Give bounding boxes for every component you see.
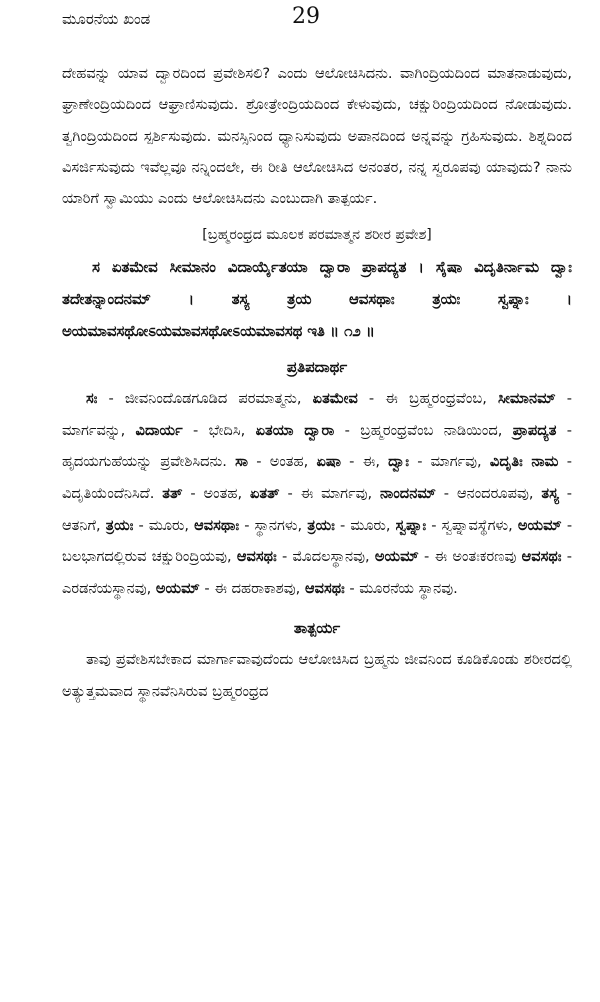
glossary-meaning: ಬಲಭಾಗದಲ್ಲಿರುವ ಚಕ್ಷುರಿಂದ್ರಿಯವು, [62,548,232,566]
glossary-term: ಸಃ [86,390,98,408]
glossary-term: ಆವಸಥಃ [236,548,277,566]
glossary-term: ಆವಸಥಃ [521,548,562,566]
glossary-meaning: ಅಂತಹ, [203,485,243,503]
glossary-term: ಸಾ [235,453,249,471]
glossary-term: ಏತಯಾ ದ್ವಾರಾ [255,421,335,439]
sanskrit-verse: ಸ ಏತಮೇವ ಸೀಮಾನಂ ವಿದಾರ್ಯೈತಯಾ ದ್ವಾರಾ ಪ್ರಾಪದ್ಯತ । ಸೈಷಾ ವಿದೃತಿರ್ನಾಮ ದ್ವಾಃ ತದೇತನ್ನಾಂದನಮ್ । ತಸ್ಯ ತ್ರಯ ಆವಸಥಾಃ ತ್ರಯಃ ಸ್ವಪ್ನಾಃ । ಅಯಮಾವಸಥೋಽಯಮಾವಸಥೋಽಯಮಾವಸಥ ಇತಿ ॥ ೧೨ ॥ [62,259,572,340]
glossary-meaning: ಈ ಬ್ರಹ್ಮರಂಧ್ರವೆಂಬ, [385,390,487,408]
glossary-term: ಆವಸಥಾಃ [194,516,240,534]
glossary-meaning: ಮಾರ್ಗವನ್ನು, [62,421,126,439]
glossary-meaning: ಮೂರು, [350,516,391,534]
glossary-term: ಆವಸಥಃ [304,579,345,597]
glossary-term: ಅಯಮ್ [374,548,419,566]
glossary-meaning: ಮೂರು, [148,516,190,534]
page-body [62,58,572,707]
page-number: 29 [292,4,320,29]
glossary-meaning: ಸ್ವಪ್ನಾವಸ್ಥೆಗಳು, [441,516,513,534]
glossary-meaning: ಆನಂದರೂಪವು, [456,485,534,503]
section-heading: [ಬ್ರಹ್ಮರಂಧ್ರದ ಮೂಲಕ ಪರಮಾತ್ಮನ ಶರೀರ ಪ್ರವೇಶ] [202,227,432,244]
glossary-term: ಸೀಮಾನಮ್ [497,390,556,408]
glossary-term: ತಸ್ಯ [541,485,559,503]
tatparya-heading: ತಾತ್ಪರ್ಯ [293,619,341,638]
pratipadartha-heading: ಪ್ರತಿಪದಾರ್ಥ [286,358,348,377]
glossary-meaning: ಈ ಮಾರ್ಗವು, [300,485,373,503]
glossary-term: ಪ್ರಾಪದ್ಯತ [512,421,557,439]
glossary-meaning: ಎರಡನೆಯಸ್ಥಾನವು, [62,579,152,597]
glossary-term: ತ್ರಯಃ [105,516,134,534]
glossary-term: ಅಯಮ್ [155,579,200,597]
glossary-term: ಅಯಮ್ [517,516,562,534]
glossary-term: ಏತತ್ [249,485,280,503]
glossary-meaning: ವಿದೃತಿಯೆಂದೆನಿಸಿದೆ. [62,485,155,503]
glossary-term: ತ್ರಯಃ [307,516,335,534]
glossary-meaning: ಸ್ಥಾನಗಳು, [254,516,303,534]
glossary-term: ಸ್ವಪ್ನಾಃ [395,516,427,534]
glossary-meaning: ಹೃದಯಗುಹೆಯನ್ನು ಪ್ರವೇಶಿಸಿದನು. [62,453,227,471]
glossary-term: ವಿದೃತಿಃ ನಾಮ [489,453,559,471]
glossary-term: ದ್ವಾಃ [388,453,409,471]
tatparya-paragraph: ತಾವು ಪ್ರವೇಶಿಸಬೇಕಾದ ಮಾರ್ಗಾವಾವುದೆಂದು ಆಲೋಚಿಸಿದ ಬ್ರಹ್ಮನು ಜೀವನಿಂದ ಕೂಡಿಕೊಂಡು ಶರೀರದಲ್ಲಿ ಅತ್ಯುತ್ತಮವಾದ ಸ್ಥಾನವೆನಿಸಿರುವ ಬ್ರಹ್ಮರಂಧ್ರದ [62,651,572,700]
glossary-meaning: ಮೂರನೆಯ ಸ್ಥಾನವು. [359,579,458,597]
glossary-meaning: ಜೀವನಿಂದೊಡಗೂಡಿದ ಪರಮಾತ್ಮನು, [124,390,302,408]
glossary-meaning: ಈ, [362,453,380,471]
glossary-term: ನಾಂದನಮ್ [380,485,436,503]
glossary-meaning: ಆತನಿಗೆ, [62,516,101,534]
glossary-meaning: ಮೊದಲಸ್ಥಾನವು, [292,548,370,566]
word-meaning-glossary: ಸಃ - ಜೀವನಿಂದೊಡಗೂಡಿದ ಪರಮಾತ್ಮನು, ಏತಮೇವ - ಈ ಬ್ರಹ್ಮರಂಧ್ರವೆಂಬ, ಸೀಮಾನಮ್ - ಮಾರ್ಗವನ್ನು, ವಿದಾರ್ಯ - ಭೇದಿಸಿ, ಏತಯಾ ದ್ವಾರಾ - ಬ್ರಹ್ಮರಂಧ್ರವೆಂಬ ನಾಡಿಯಿಂದ, ಪ್ರಾಪದ್ಯತ - ಹೃದಯಗುಹೆಯನ್ನು ಪ್ರವೇಶಿಸಿದನು. ಸಾ - ಅಂತಹ, ಏಷಾ - ಈ, ದ್ವಾಃ - ಮಾರ್ಗವು, ವಿದೃತಿಃ ನಾಮ - ವಿದೃತಿಯೆಂದೆನಿಸಿದೆ. ತತ್ - ಅಂತಹ, ಏತತ್ - ಈ ಮಾರ್ಗವು, ನಾಂದನಮ್ - ಆನಂದರೂಪವು, ತಸ್ಯ - ಆತನಿಗೆ, ತ್ರಯಃ - ಮೂರು, ಆವಸಥಾಃ - ಸ್ಥಾನಗಳು, ತ್ರಯಃ - ಮೂರು, ಸ್ವಪ್ನಾಃ - ಸ್ವಪ್ನಾವಸ್ಥೆಗಳು, ಅಯಮ್ - ಬಲಭಾಗದಲ್ಲಿರುವ ಚಕ್ಷುರಿಂದ್ರಿಯವು, ಆವಸಥಃ - ಮೊದಲಸ್ಥಾನವು, ಅಯಮ್ - ಈ ಅಂತಃಕರಣವು ಆವಸಥಃ - ಎರಡನೆಯಸ್ಥಾನವು, ಅಯಮ್ - ಈ ದಹರಾಕಾಶವು, ಆವಸಥಃ - ಮೂರನೆಯ ಸ್ಥಾನವು. [62,390,573,597]
glossary-meaning: ಅಂತಹ, [269,453,309,471]
glossary-meaning: ಈ ಅಂತಃಕರಣವು [434,548,517,566]
glossary-term: ವಿದಾರ್ಯ [135,421,183,439]
glossary-term: ಏತಮೇವ [312,390,358,408]
glossary-term: ಏಷಾ [316,453,341,471]
page-header [0,0,600,40]
glossary-meaning: ಈ ದಹರಾಕಾಶವು, [214,579,301,597]
glossary-term: ತತ್ [162,485,183,503]
glossary-meaning: ಬ್ರಹ್ಮರಂಧ್ರವೆಂಬ ನಾಡಿಯಿಂದ, [360,421,503,439]
commentary-paragraph: ದೇಹವನ್ನು ಯಾವ ದ್ವಾರದಿಂದ ಪ್ರವೇಶಿಸಲಿ? ಎಂದು ಆಲೋಚಿಸಿದನು. ವಾಗಿಂದ್ರಿಯದಿಂದ ಮಾತನಾಡುವುದು, ಘ್ರಾಣೇಂದ್ರಿಯದಿಂದ ಆಘ್ರಾಣಿಸುವುದು. ಶ್ರೋತ್ರೇಂದ್ರಿಯದಿಂದ ಕೇಳುವುದು, ಚಕ್ಷುರಿಂದ್ರಿಯದಿಂದ ನೋಡುವುದು. ತ್ವಗಿಂದ್ರಿಯದಿಂದ ಸ್ಪರ್ಶಿಸುವುದು. ಮನಸ್ಸಿನಿಂದ ಧ್ಯಾನಿಸುವುದು ಅಪಾನದಿಂದ ಅನ್ನವನ್ನು ಗ್ರಹಿಸುವುದು. ಶಿಶ್ನದಿಂದ ವಿಸರ್ಜಿಸುವುದು ಇವೆಲ್ಲವೂ ನನ್ನಿಂದಲೇ, ಈ ರೀತಿ ಆಲೋಚಿಸಿದ ಅನಂತರ, ನನ್ನ ಸ್ವರೂಪವು ಯಾವುದು? ನಾನು ಯಾರಿಗೆ ಸ್ವಾಮಿಯು ಎಂದು ಆಲೋಚಿಸಿದನು ಎಂಬುದಾಗಿ ತಾತ್ಪರ್ಯ. [62,65,572,208]
glossary-meaning: ಭೇದಿಸಿ, [208,421,246,439]
glossary-meaning: ಮಾರ್ಗವು, [430,453,482,471]
running-head: ಮೂರನೆಯ ಖಂಡ [62,10,151,28]
